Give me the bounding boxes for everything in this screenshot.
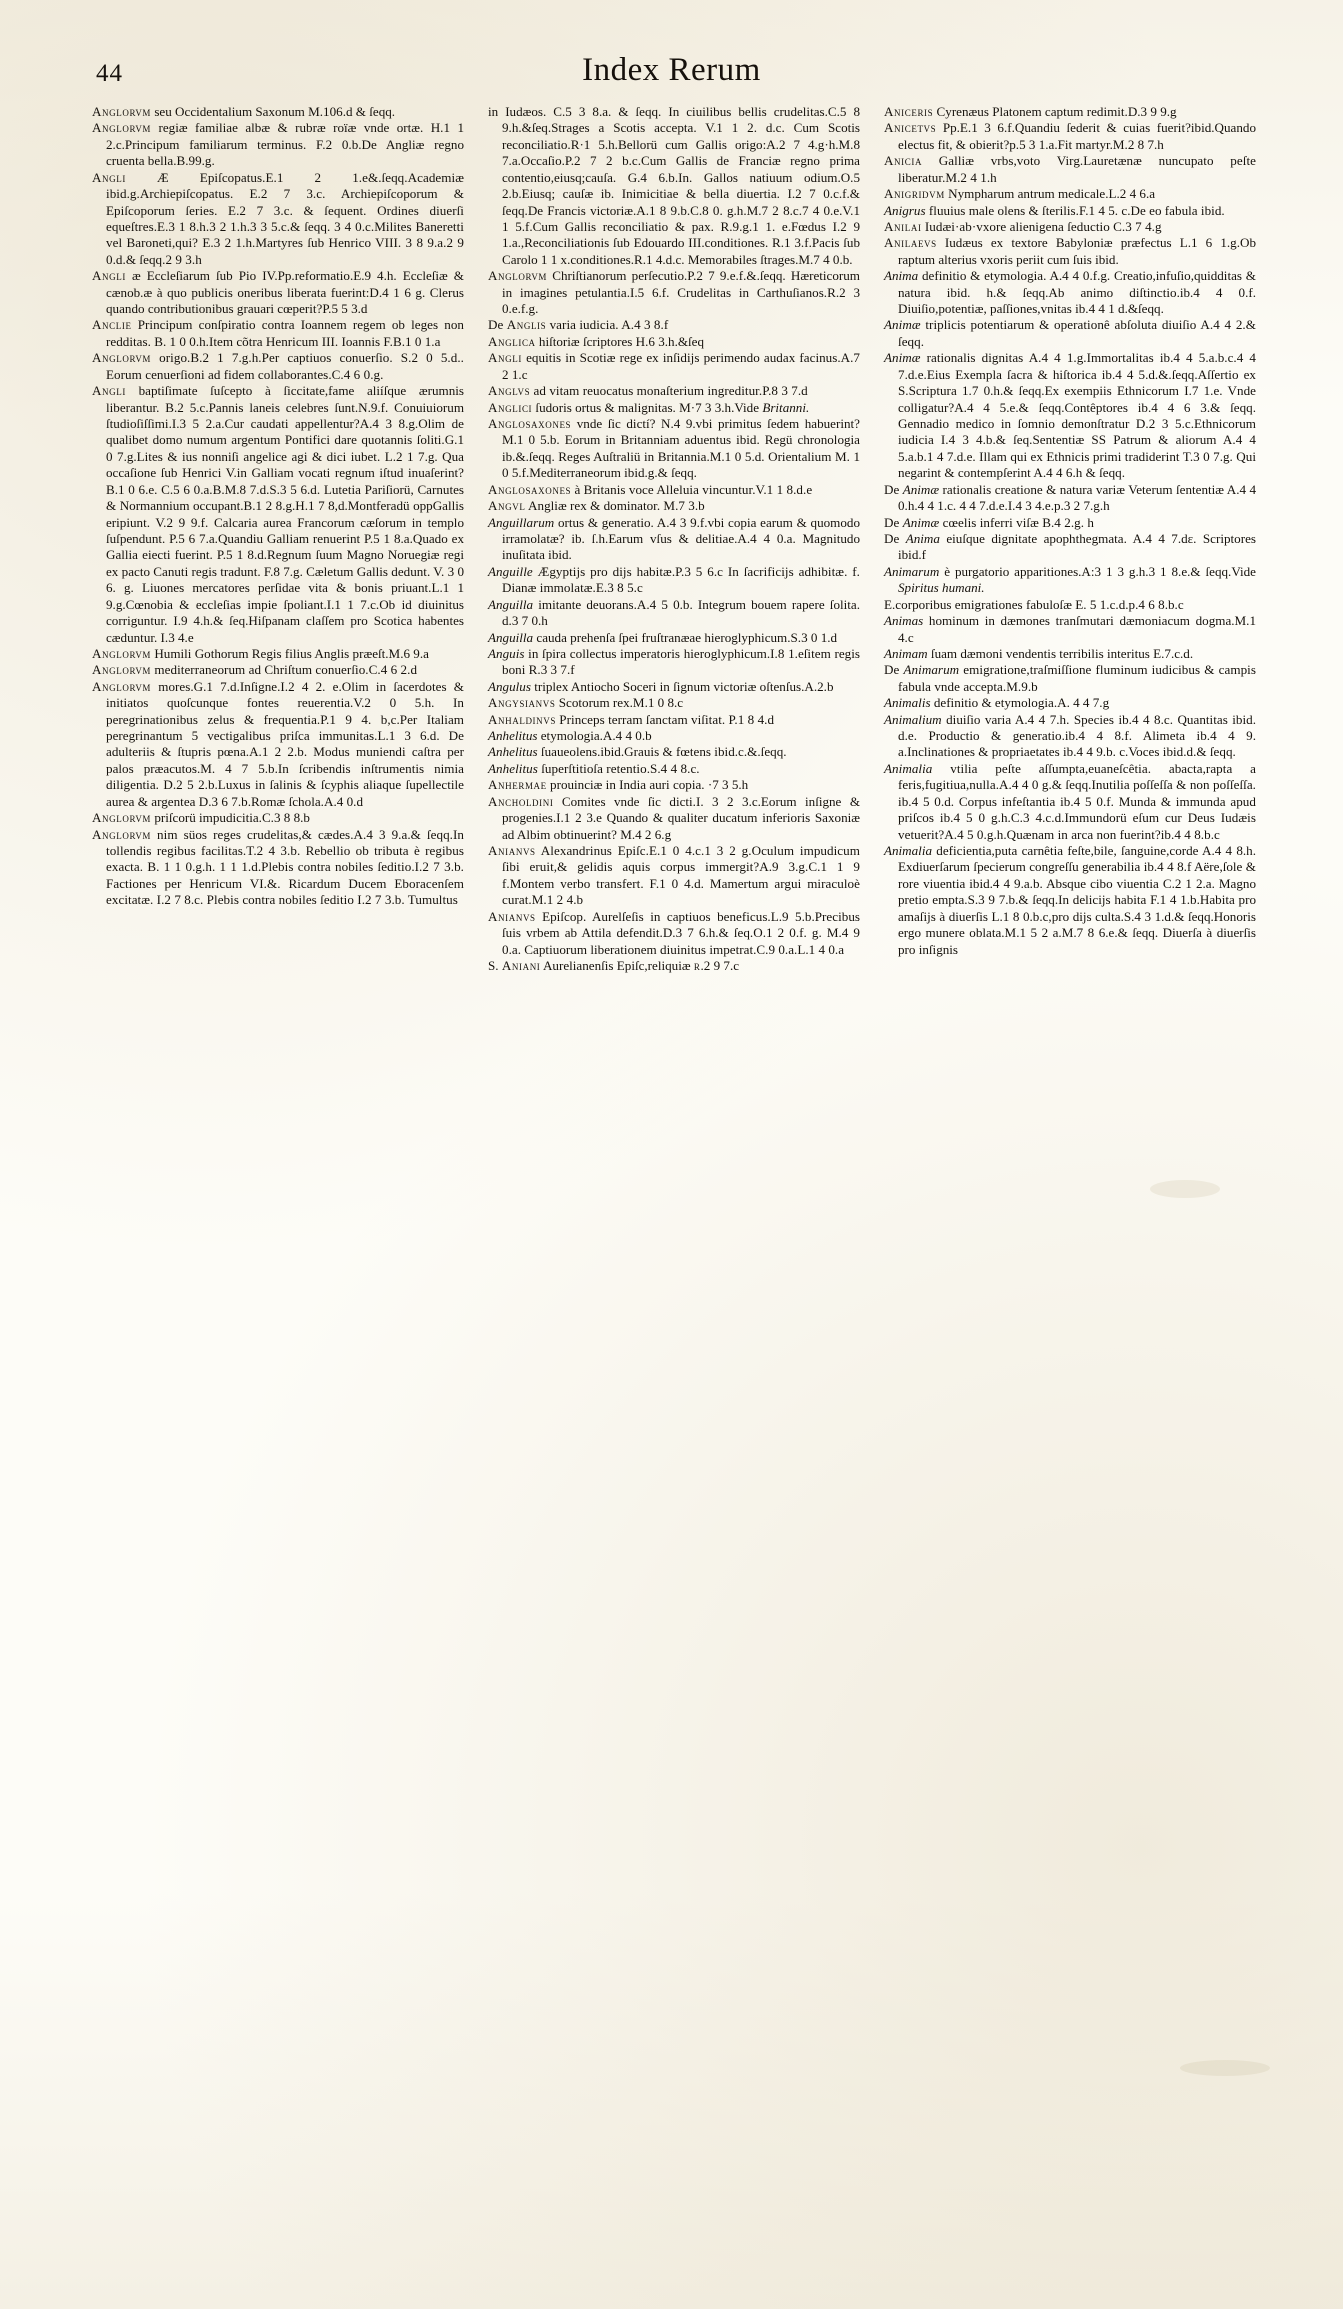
index-entry: Angli baptiſimate ſuſcepto à ſiccitate,fame aliíſque ærumnis liberantur. B.2 5.c.Pannis laneis celebres ſunt.N.9.f. Conuiuiorum ſtudioſiſſimi.I.3 5 2.a.Cur caudati appellentur?A.4 3 8.g.Olim de qualibet domo numum argentum Pontifici dare quotannis ſoliti.G.1 0 7.g.Lites & ius nonniſi angelice agi & dici iubet. L.2 1 7.g. Qua occaſione ſub Henrici V.in Galliam vocati regnum iſtud inuaſerint?B.1 0 6.e. C.5 6 0.a.B.M.8 7.d.S.3 5 6.d. Lutetia Pariſiorü, Carnutes & Normannium occupant.B.1 2 8.g.H.1 7 8,d.Montferadü oppGallis eripiunt. V.2 9 9.f. Calcaria aurea Francorum cæſorum in templo ſuſpendunt. P.5 6 7.a.Quandiu Galliam renuerint P.5 1 8.a.Quado ex Gallia eiecti fuerint. P.5 1 8.d.Regnum ſuum Magno Noruegiæ regi ex pacto Canuti regis tradunt. F.8 7.g. Cæletum Gallis dedunt. V. 3 0 6. g. Liuones mercatores perſidae vita & bonis priuant.L.1 1 9.g.Cœnobia & eccleſias impie ſpoliant.I.1 1 7.c.Ob id diuinitus corriguntur. I.9 4.h.& ſeq.Hiſpanam claſſem pro Scotica habentes cæduntur. I.3 4.e [92,383,464,645]
index-entry: Animalia vtilia peſte aſſumpta,euaneſcêtia. abacta,rapta a feris,fugitiua,nulla.A.4 4 0 g.& ſeqq.Inutilia poſſeſſa & non poſſeſſa. ib.4 5 0.d. Corpus infeſtantia ib.4 5 0.f. Munda & immunda apud priſcos ib.4 5 0 g.h.C.3 4.c.d.Immundorü eſum cur Deus Iudæis vetuerit?A.4 5 0.g.h.Quænam in arca non fuerint?ib.4 4 8.b.c [884,760,1256,842]
index-entry: Animas hominum in dæmones tranſmutari dæmoniacum dogma.M.1 4.c [884,613,1256,645]
index-entry: Anguilla cauda prehenſa ſpei fruſtranæae hieroglyphicum.S.3 0 1.d [488,629,838,645]
index-entry: Anglorvm Humili Gothorum Regis filius Anglis præeſt.M.6 9.a [92,645,429,661]
index-entry: Anguillarum ortus & generatio. A.4 3 9.f.vbi copia earum & quomodo irramolatæ? ib. ſ.h.Earum vſus & delitiae.A.4 4 0.a. Magnitudo inuſitata ibid. [488,514,860,563]
index-entry: in Iudæos. C.5 3 8.a. & ſeqq. In ciuilibus bellis crudelitas.C.5 8 9.h.&ſeq.Strages a Scotis accepta. V.1 1 2. d.c. Cum Scotis reconciliatio.R·1 5.h.Bellorü cum Gallis origo:A.2 7 4.g·h.M.8 7.a.Occaſio.P.2 7 2 b.c.Cum Gallis de Franciæ regno prima contentio,eiusq;cauſa. G.4 6.b.In. Gallos natiuum odium.O.5 2.b.Eiusq; cauſæ ib. Inimicitiae & bella diuertia. I.2 7 0.c.f.& ſeqq.De Francis victoriæ.A.1 8 9.b.C.8 0. g.h.M.7 2 8.c.7 4 0.e.V.1 1 5.f.Cum Gallis reconciliatio & pax. R.9.g.1 1. e.Fœdus I.2 9 1.a.,Reconciliationis ſub Edouardo III.conditiones. R.1 3.f.Pacis ſub Carolo 1 1 x.conditiones.R.1 4.d.c. Memorabiles ſtrages.M.7 4 0.b. [488,104,860,267]
index-entry: Angli æ Eccleſiarum ſub Pio IV.Pp.reformatio.E.9 4.h. Eccleſiæ & cænob.æ à quo publicis oneribus liberata fuerint:D.4 1 6 g. Clerus quando contributionibus grauari cœperit?P.5 5 3.d [92,268,464,317]
index-entry: De Anglis varia iudicia. A.4 3 8.f [488,317,669,333]
index-entry: S. Aniani Aurelianenſis Epiſc,reliquiæ r.2 9 7.c [488,957,740,973]
ink-smudge [1180,2060,1270,2076]
index-entry: Anglorvm mores.G.1 7.d.Inſigne.I.2 4 2. e.Olim in ſacerdotes & initiatos quoſcunque fontes reuerentia.V.2 0 5.h. In peregrinationibus zelus & frequentia.P.1 9 4. b,c.Per Italiam peregrinantum 5 vectigalibus priſca immunitas.L.1 3 6.d. De adulteriis & ſtupris pœna.A.1 2 2.b. Modus muniendi caſtra per palos præacutos.M. 4 7 5.b.In ſcribendis inſtrumentis nimia diligentia. D.2 5 2.b.Luxus in ſalinis & ſcyphis aliaque ſupellectile aurea & argentea D.3 6 7.b.Romæ ſchola.A.4 0.d [92,678,464,809]
index-entry: Anicetvs Pp.E.1 3 6.f.Quandiu ſederit & cuias fuerit?ibid.Quando electus fit, & obierit?p.5 3 1.a.Fit martyr.M.2 8 7.h [884,120,1256,152]
index-entry: Anglorvm regiæ familiae albæ & rubræ roïæ vnde ortæ. H.1 1 2.c.Principum familiarum terminus. F.2 0.b.De Angliæ regno cruenta bella.B.99.g. [92,120,464,169]
index-entry: De Anima eiuſque dignitate apophthegmata. A.4 4 7.dε. Scriptores ibid.f [884,530,1256,563]
index-column-right [884,104,1256,974]
index-entry: E.corporibus emigrationes fabuloſæ E. 5 1.c.d.p.4 6 8.b.c [884,596,1184,612]
index-entry: Animalis definitio & etymologia.A. 4 4 7.g [884,695,1110,711]
index-entry: Anguilla imitante deuorans.A.4 5 0.b. Integrum bouem rapere ſolita. d.3 7 0.h [488,596,860,629]
index-entry: Anglorvm nim süos reges crudelitas,& cædes.A.4 3 9.a.& ſeqq.In tollendis regibus facilitas.T.2 4 3.b. Rebellio ob tributa è regibus exacta. B. 1 1 0.g.h. 1 1 1.d.Plebis contra nobiles ſeditio.I.2 7 3.b. Factiones per Henricum VI.&. Ricardum Ducem Eboracenſem excitatæ. I.2 7 8.c. Plebis contra nobiles ſeditio I.2 7 3.b. Tumultus [92,826,464,908]
index-entry: Animam ſuam dæmoni vendentis terribilis interitus E.7.c.d. [884,645,1194,661]
page-folio: 44 [96,60,123,87]
index-entry: Animalia deficientia,puta carnêtia feſte,bile, ſanguine,corde A.4 4 8.h. Exdiuerſarum ſpecierum congreſſu generabilia ib.4 4 8.f Aëre,ſole & rore viuentia ibid.4 4 9.a.b. Absque cibo viuentia C.2 1 2.a. Magno pretio empta.S.3 9 7.b.& ſeqq.In delicijs habita F.1 4 1.b.Habita pro amaſijs à diuerſis L.1 8 0.b.c,pro dijs culta.S.4 3 1.d.& ſeqq.Honoris ergo munere oblata.M.1 5 2 a.M.7 8 6.e.& ſeqq. Diuerſa à diuerſis pro inſignis [884,842,1256,957]
index-entry: Anglorvm origo.B.2 1 7.g.h.Per captiuos conuerſio. S.2 0 5.d.. Eorum cenuerſioni ad fidem collaborantes.C.4 6 0.g. [92,350,464,382]
index-entry: Animæ rationalis dignitas A.4 4 1.g.Immortalitas ib.4 4 5.a.b.c.4 4 7.d.e.Eius Exempla ſacra & hiſtorica ib.4 4 5.d.&.ſeqq.Aſſertio ex S.Scriptura 1.7 0.h.& ſeqq.Ex exempiis Ethnicorum I.7 1.e. Vnde colligatur?A.4 4 5.e.& ſeqq.Contêptores ib.4 4 6 3.& ſeqq. Gennadio medico in ſomnio demonſtratur D.2 3 5.c.Ethnicorum iudicia I.4 3 4.b.& ſeq.Sententiæ SS Patrum & aliorum A.4 4 5.a.b.1 4 7.d.e. Illam qui ex Ethnicis primi tradiderint T.3 0 7.g. Qui negarint & contempſerint A.4 4 6.h & ſeqq. [884,350,1256,481]
index-entry: Angvl Angliæ rex & dominator. M.7 3.b [488,498,705,514]
index-entry: Angli Æ Epiſcopatus.E.1 2 1.e&.ſeqq.Academiæ ibid.g.Archiepiſcopatus. E.2 7 3.c. Archiepiſcoporum & Epiſcoporum ſeries. E.2 7 3.c. & ſequent. Ordines diuerſi equeſtres.E.3 1 8.h.3 2 1.h.3 3 5.c.& ſeqq. 3 4 0.c.Milites Baneretti vel Baroneti,qui? E.3 2 1.h.Martyres ſub Henrico VIII. 3 8 9.a.2 9 0.d.& ſeqq.2 9 3.h [92,169,464,267]
index-entry: De Animæ cœelis inferri viſæ B.4 2.g. h [884,514,1094,530]
index-entry: Anigridvm Nympharum antrum medicale.L.2 4 6.a [884,186,1156,202]
index-columns [92,104,1260,974]
index-entry: Anhelitus ſuperſtitioſa retentio.S.4 4 8.c. [488,760,700,776]
index-entry: Anigrus fluuius male olens & ſterilis.F.1 4 5. c.De eo fabula ibid. [884,202,1225,218]
index-entry: Anilai Iudæi·ab·vxore alienigena ſeductio C.3 7 4.g [884,218,1162,234]
index-entry: Anglica hiſtoriæ ſcriptores H.6 3.h.&ſeq [488,333,705,349]
index-entry: De Animæ rationalis creatione & natura variæ Veterum ſententiæ A.4 4 0.h.4 4 1.c. 4 4 7.d.e.I.4 3 4.e.p.3 2 7.g.h [884,481,1257,514]
index-entry: De Animarum emigratione,traſmiſſione fluminum iudicibus & campis fabula vnde accepta.M.9.b [884,662,1256,694]
index-entry: Anglosaxones vnde ſic dictí? N.4 9.vbi primitus ſedem habuerint? M.1 0 5.b. Eorum in Britanniam aduentus ibid. Regü chronologia ib.&.ſeqq. Reges Auſtraliü in Britannia.M.1 0 5.d. Orientalium M. 1 0 5.f.Mediterraneorum ibid.g.& ſeqq. [488,416,860,481]
index-entry: Anhermae prouinciæ in India auri copia. ·7 3 5.h [488,777,749,793]
index-entry: Anianvs Epiſcop. Aurelſeſis in captiuos beneficus.L.9 5.b.Precibus ſuis vrbem ab Attila defendit.D.3 7 6.h.& ſeq.O.1 2 0.f. g. M.4 9 0.a. Captiuorum liberationem diuinitus impetrat.C.9 0.a.L.1 4 0.a [488,908,860,957]
index-entry: Anhelitus etymologia.A.4 4 0.b [488,728,652,744]
index-entry: Animalium diuiſio varia A.4 4 7.h. Species ib.4 4 8.c. Quantitas ibid. d.e. Productio & generatio.ib.4 4 8.f. Alimeta ib.4 4 9. a.Inclinationes & propriaetates ib.4 4 9.b. c.Voces ibid.d.& ſeqq. [884,711,1256,760]
index-entry: Angulus triplex Antiocho Soceri in ſignum victoriæ oſtenſus.A.2.b [488,678,834,694]
page-title: Index Rerum [582,52,761,88]
index-entry: Aniceris Cyrenæus Platonem captum redimit.D.3 9 9.g [884,104,1177,119]
index-entry: Anglorvm mediterraneorum ad Chriſtum conuerſio.C.4 6 2.d [92,662,418,678]
index-entry: Ancholdini Comites vnde ſic dicti.I. 3 2 3.c.Eorum inſigne & progenies.I.1 2 3.e Quando & qualiter ducatum inferioris Saxoniæ ad Albim obtinuerint? M.4 2 6.g [488,793,860,842]
index-entry: Anhaldinvs Princeps terram ſanctam viſitat. P.1 8 4.d [488,711,775,727]
ink-smudge [1150,1180,1220,1198]
index-entry: Anglorvm seu Occidentalium Saxonum M.106.d & ſeqq. [92,104,396,119]
index-entry: Animæ triplicis potentiarum & operationê abſoluta diuiſio A.4 4 2.& ſeqq. [884,317,1256,349]
index-entry: Animarum è purgatorio apparitiones.A:3 1 3 g.h.3 1 8.e.& ſeqq.Vide Spiritus humani. [884,563,1256,596]
index-entry: Anglorvm Chriſtianorum perſecutio.P.2 7 9.e.f.&.ſeqq. Hæreticorum in imagines petulantia.I.5 6.f. Crudelitas in Carthuſianos.R.2 3 0.e.f.g. [488,268,860,317]
index-entry: Anglvs ad vitam reuocatus monaſterium ingreditur.P.8 3 7.d [488,383,808,399]
index-entry: Anglorvm priſcorü impudicitia.C.3 8 8.b [92,810,310,826]
index-entry: Angysianvs Scotorum rex.M.1 0 8.c [488,695,684,711]
index-entry: Anima definitio & etymologia. A.4 4 0.f.g. Creatio,infuſio,quidditas & natura ibid. h.& ſeqq.Ab animo diſtinctio.ib.4 4 0.f. Diuiſio,potentiæ, paſſiones,vnitas ib.4 4 1 d.&ſeqq. [884,268,1256,317]
index-entry: Anhelitus ſuaueolens.ibid.Grauis & fœtens ibid.c.&.ſeqq. [488,744,787,760]
index-entry: Anglici ſudoris ortus & malignitas. M·7 3 3.h.Vide Britanni. [488,399,810,415]
index-entry: Anilaevs Iudæus ex textore Babyloniæ præfectus L.1 6 1.g.Ob raptum alterius vxoris periit cum ſuis ibid. [884,235,1256,267]
index-entry: Anianvs Alexandrinus Epiſc.E.1 0 4.c.1 3 2 g.Oculum impudicum ſibi eruit,& gelidis aquis corpus immergit?A.9 3.g.C.1 1 9 f.Montem verbo transfert. F.1 0 4.d. Mamertum argui miraculoè curat.M.1 2 4.b [488,842,860,908]
index-entry: Anglosaxones à Britanis voce Alleluia vincuntur.V.1 1 8.d.e [488,481,813,497]
index-column-middle [488,104,860,974]
index-entry: Anguille Ægyptijs pro dijs habitæ.P.3 5 6.c In ſacrificijs adhibitæ. f. Dianæ immolatæ.E.3 8 5.c [488,563,860,596]
index-entry: Angli equitis in Scotiæ rege ex inſidijs perimendo audax facinus.A.7 2 1.c [488,350,860,382]
page-header [0,52,1343,89]
index-column-left [92,104,464,974]
index-entry: Anguis in ſpira collectus imperatoris hieroglyphicum.I.8 1.eſitem regis boni R.3 3 7.f [488,645,860,678]
index-entry: Anicia Galliæ vrbs,voto Virg.Lauretænæ nuncupato peſte liberatur.M.2 4 1.h [884,153,1256,185]
index-entry: Anclie Principum conſpiratio contra Ioannem regem ob leges non redditas. B. 1 0 0.h.Item cõtra Henricum III. Ioannis F.B.1 0 1.a [92,317,464,349]
